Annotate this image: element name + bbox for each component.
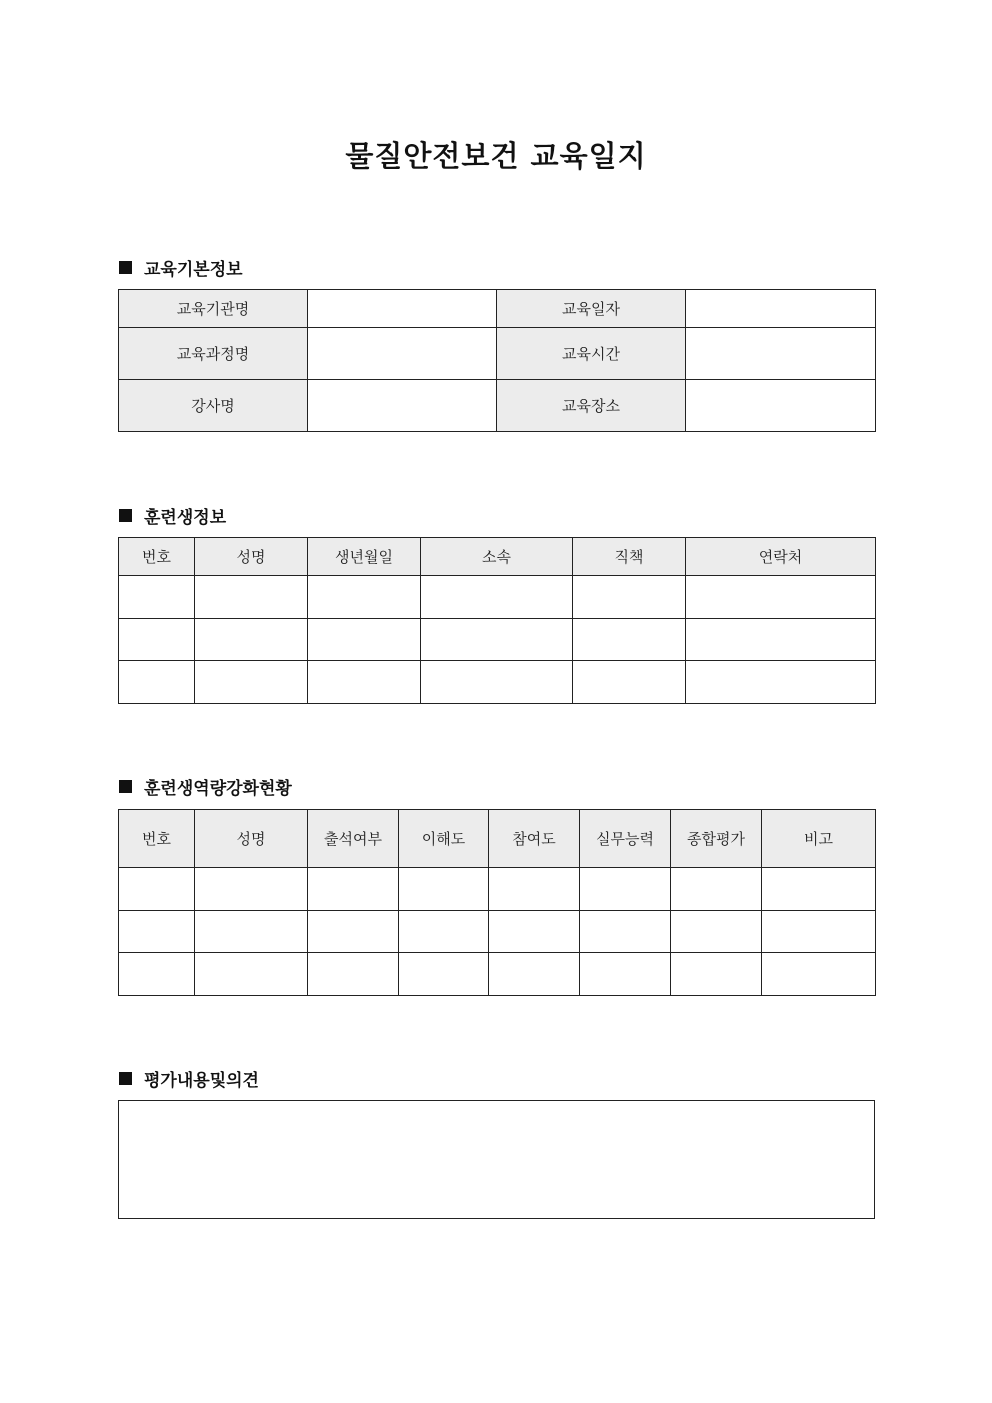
table-cell[interactable] [195, 911, 308, 953]
table-cell[interactable] [308, 868, 399, 911]
table-cell[interactable] [421, 619, 573, 661]
table-cell[interactable] [762, 953, 876, 996]
table-cell[interactable] [573, 619, 686, 661]
field-location[interactable] [686, 380, 876, 432]
table-cell[interactable] [573, 661, 686, 704]
section-heading-label: 훈련생역량강화현황 [144, 779, 292, 799]
table-row [119, 380, 876, 432]
table-row [119, 290, 876, 328]
trainee-info-table [118, 537, 876, 704]
column-header: 참여도 [489, 810, 580, 868]
table-cell[interactable] [671, 911, 762, 953]
table-header-row [119, 810, 876, 868]
table-cell[interactable] [762, 911, 876, 953]
square-bullet-icon [119, 780, 132, 793]
table-row [119, 619, 876, 661]
field-institution[interactable] [308, 290, 497, 328]
table-cell[interactable] [119, 868, 195, 911]
table-row [119, 661, 876, 704]
table-cell[interactable] [489, 953, 580, 996]
table-cell[interactable] [195, 576, 308, 619]
square-bullet-icon [119, 509, 132, 522]
column-header: 번호 [119, 538, 195, 576]
square-bullet-icon [119, 261, 132, 274]
column-header: 생년월일 [308, 538, 421, 576]
table-cell[interactable] [580, 868, 671, 911]
column-header: 소속 [421, 538, 573, 576]
label-time: 교육시간 [497, 328, 686, 380]
column-header: 실무능력 [580, 810, 671, 868]
table-cell[interactable] [489, 868, 580, 911]
table-row [119, 953, 876, 996]
basic-info-table [118, 289, 876, 432]
table-row [119, 576, 876, 619]
section-heading-label: 훈련생정보 [144, 508, 227, 528]
table-cell[interactable] [580, 953, 671, 996]
table-cell[interactable] [195, 953, 308, 996]
table-cell[interactable] [573, 576, 686, 619]
table-cell[interactable] [686, 576, 876, 619]
table-cell[interactable] [119, 953, 195, 996]
field-time[interactable] [686, 328, 876, 380]
section-heading-label: 평가내용및의견 [144, 1071, 259, 1091]
competency-table [118, 809, 876, 996]
column-header: 이해도 [399, 810, 489, 868]
column-header: 비고 [762, 810, 876, 868]
table-cell[interactable] [195, 868, 308, 911]
table-cell[interactable] [399, 911, 489, 953]
field-instructor[interactable] [308, 380, 497, 432]
table-cell[interactable] [308, 619, 421, 661]
table-cell[interactable] [308, 953, 399, 996]
table-cell[interactable] [580, 911, 671, 953]
column-header: 직책 [573, 538, 686, 576]
section-heading-label: 교육기본정보 [144, 260, 243, 280]
table-cell[interactable] [671, 953, 762, 996]
table-cell[interactable] [195, 619, 308, 661]
table-cell[interactable] [119, 911, 195, 953]
section-heading-basic-info [119, 255, 243, 280]
label-location: 교육장소 [497, 380, 686, 432]
column-header: 번호 [119, 810, 195, 868]
table-cell[interactable] [421, 576, 573, 619]
column-header: 성명 [195, 810, 308, 868]
table-cell[interactable] [421, 661, 573, 704]
table-cell[interactable] [399, 868, 489, 911]
field-date[interactable] [686, 290, 876, 328]
table-cell[interactable] [686, 661, 876, 704]
section-heading-competency [119, 774, 292, 799]
column-header: 연락처 [686, 538, 876, 576]
section-heading-trainee-info [119, 503, 226, 528]
table-row [119, 911, 876, 953]
table-cell[interactable] [308, 911, 399, 953]
table-cell[interactable] [119, 576, 195, 619]
table-cell[interactable] [489, 911, 580, 953]
table-cell[interactable] [308, 576, 421, 619]
square-bullet-icon [119, 1072, 132, 1085]
table-cell[interactable] [119, 619, 195, 661]
field-course[interactable] [308, 328, 497, 380]
table-row [119, 328, 876, 380]
table-cell[interactable] [119, 661, 195, 704]
column-header: 종합평가 [671, 810, 762, 868]
table-cell[interactable] [686, 619, 876, 661]
table-cell[interactable] [399, 953, 489, 996]
section-heading-evaluation [119, 1066, 259, 1091]
page-title: 물질안전보건 교육일지 [345, 139, 647, 173]
label-course: 교육과정명 [119, 328, 308, 380]
label-date: 교육일자 [497, 290, 686, 328]
column-header: 출석여부 [308, 810, 399, 868]
table-cell[interactable] [671, 868, 762, 911]
label-instructor: 강사명 [119, 380, 308, 432]
table-cell[interactable] [762, 868, 876, 911]
table-cell[interactable] [195, 661, 308, 704]
evaluation-comment-box[interactable] [118, 1100, 875, 1219]
table-cell[interactable] [308, 661, 421, 704]
label-institution: 교육기관명 [119, 290, 308, 328]
column-header: 성명 [195, 538, 308, 576]
table-header-row [119, 538, 876, 576]
table-row [119, 868, 876, 911]
